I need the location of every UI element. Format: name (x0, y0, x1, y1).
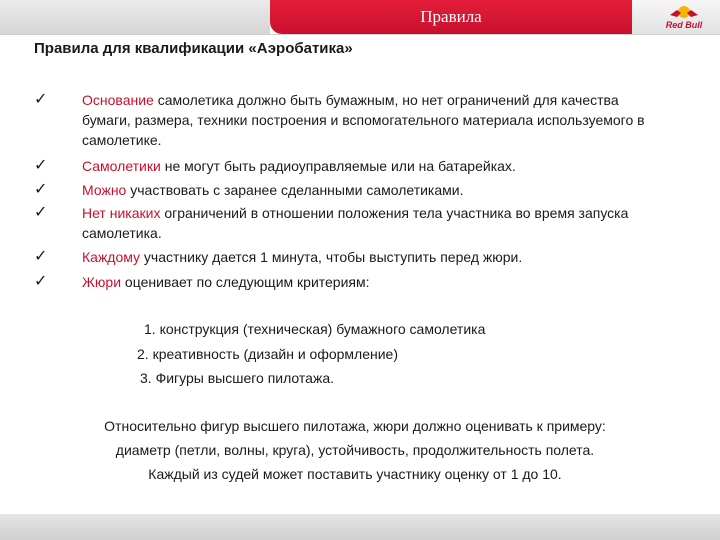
rule-accent: Жюри (82, 274, 122, 290)
rule-text: ограничений в отношении положения тела участника во время запуска самолетика. (82, 205, 629, 241)
list-item (82, 247, 652, 267)
check-icon: ✓ (34, 157, 48, 174)
list-item (82, 156, 652, 176)
section-subtitle: Правила для квалификации «Аэробатика» (34, 40, 353, 57)
red-bull-logo-icon (668, 5, 700, 19)
rule-accent: Нет никаких (82, 205, 161, 221)
check-icon: ✓ (34, 204, 48, 221)
list-item (82, 203, 652, 243)
check-icon: ✓ (34, 181, 48, 198)
check-icon: ✓ (34, 91, 48, 108)
logo-text: Red Bull (665, 20, 703, 30)
summary-line: диаметр (петли, волны, круга), устойчивость, продолжительность полета. (115, 442, 595, 458)
summary-line: Каждый из судей может поставить участнику оценку от 1 до 10. (148, 466, 562, 482)
criteria-item: 2. креативность (дизайн и оформление) (137, 346, 398, 362)
criteria-item: 1. конструкция (техническая) бумажного самолетика (144, 321, 486, 337)
footer-bar (0, 514, 720, 540)
rule-text: участвовать с заранее сделанными самолетиками. (126, 182, 464, 198)
rule-accent: Основание (82, 92, 154, 108)
list-item (82, 90, 652, 150)
list-item (82, 180, 652, 200)
rule-accent: Каждому (82, 249, 141, 265)
check-icon: ✓ (34, 273, 48, 290)
header-left-bar (0, 0, 270, 34)
rule-text: не могут быть радиоуправляемые или на батарейках. (160, 158, 516, 174)
rule-text: участнику дается 1 минута, чтобы выступить перед жюри. (140, 249, 523, 265)
rule-accent: Самолетики (82, 158, 161, 174)
rule-accent: Можно (82, 182, 127, 198)
summary-line: Относительно фигур высшего пилотажа, жюри должно оценивать к примеру: (104, 418, 606, 434)
check-icon: ✓ (34, 248, 48, 265)
rule-text: оценивает по следующим критериям: (121, 274, 370, 290)
header-divider (0, 34, 720, 35)
page-title: Правила (420, 7, 482, 26)
summary-paragraph (40, 414, 670, 486)
criteria-item: 3. Фигуры высшего пилотажа. (140, 370, 334, 386)
rule-text: самолетика должно быть бумажным, но нет ограничений для качества бумаги, размера, техники построения и вспомогательного материала используемого в самолетике. (82, 92, 645, 148)
list-item (82, 272, 652, 292)
